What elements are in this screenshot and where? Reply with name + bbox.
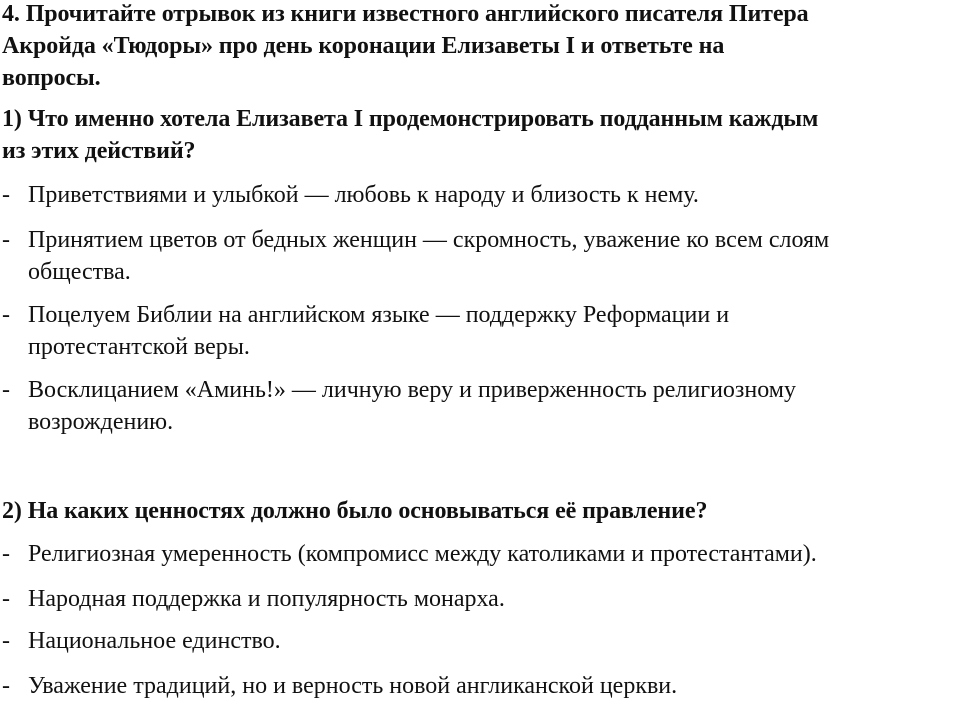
question-1-title bbox=[2, 103, 818, 167]
bullet-dash: - bbox=[2, 377, 10, 403]
bullet-dash: - bbox=[2, 227, 10, 253]
answer-1-item-text: общества. bbox=[28, 259, 131, 285]
answer-2-item-text: Религиозная умеренность (компромисс между католиками и протестантами). bbox=[28, 541, 817, 567]
question-2-title bbox=[2, 495, 707, 527]
task-title-line: 4. Прочитайте отрывок из книги известного английского писателя Питера bbox=[2, 1, 809, 27]
bullet-dash: - bbox=[2, 628, 10, 654]
question-2-title-line: 2) На каких ценностях должно было основываться её правление? bbox=[2, 498, 708, 524]
answer-2-item-text: Национальное единство. bbox=[28, 628, 281, 654]
question-1-title-line: 1) Что именно хотела Елизавета I продемонстрировать подданным каждым bbox=[2, 106, 819, 132]
bullet-dash: - bbox=[2, 541, 10, 567]
bullet-dash: - bbox=[2, 302, 10, 328]
answer-2-item-text: Уважение традиций, но и верность новой англиканской церкви. bbox=[28, 673, 678, 699]
answer-1-item-text: возрождению. bbox=[28, 409, 174, 435]
bullet-dash: - bbox=[2, 586, 10, 612]
answer-1-item-text: Принятием цветов от бедных женщин — скромность, уважение ко всем слоям bbox=[28, 227, 830, 253]
task-title bbox=[2, 0, 809, 94]
task-title-line: вопросы. bbox=[2, 65, 101, 91]
answer-1-item-text: Поцелуем Библии на английском языке — поддержку Реформации и bbox=[28, 302, 730, 328]
bullet-dash: - bbox=[2, 673, 10, 699]
answer-1-item bbox=[2, 374, 796, 438]
question-1-title-line: из этих действий? bbox=[2, 138, 196, 164]
answer-2-item bbox=[2, 670, 677, 702]
task-title-line: Акройда «Тюдоры» про день коронации Елизаветы I и ответьте на bbox=[2, 33, 725, 59]
answer-1-item-text: протестантской веры. bbox=[28, 334, 250, 360]
answer-2-item bbox=[2, 625, 281, 657]
bullet-dash: - bbox=[2, 182, 10, 208]
answer-1-item-text: Приветствиями и улыбкой — любовь к народу и близость к нему. bbox=[28, 182, 699, 208]
answer-1-item bbox=[2, 299, 729, 363]
answer-2-item-text: Народная поддержка и популярность монарха. bbox=[28, 586, 505, 612]
answer-1-item-text: Восклицанием «Аминь!» — личную веру и приверженность религиозному bbox=[28, 377, 796, 403]
answer-2-item bbox=[2, 538, 817, 570]
answer-1-item bbox=[2, 179, 699, 211]
answer-1-item bbox=[2, 224, 829, 288]
answer-2-item bbox=[2, 583, 505, 615]
